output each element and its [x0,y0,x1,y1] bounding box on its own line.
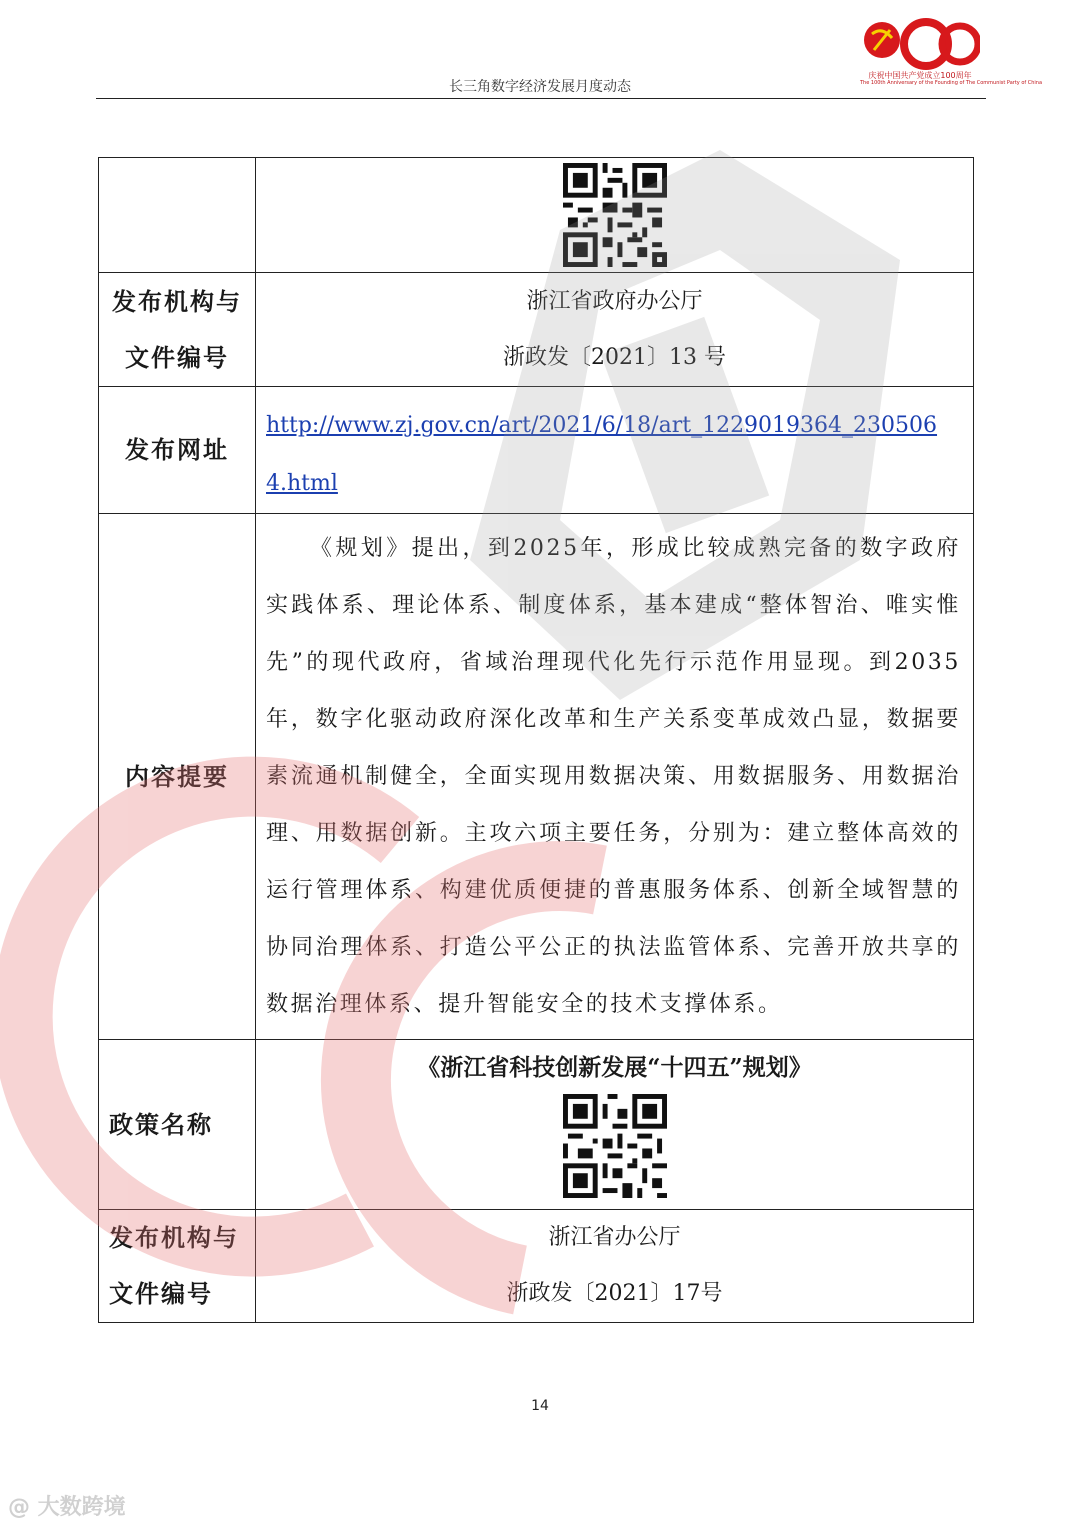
header-divider [96,98,986,99]
policy-name-value [256,1040,974,1210]
url-label [99,387,256,514]
logo-caption-cn: 庆祝中国共产党成立100周年 [868,71,972,80]
document-number: 浙政发〔2021〕13 号 [503,344,726,370]
party-emblem-icon [860,10,980,72]
issuer-label [99,273,256,387]
policy-table [98,157,974,1323]
policy-title: 《浙江省科技创新发展“十四五”规划》 [417,1054,812,1081]
table-row [99,1040,974,1210]
table-row [99,273,974,387]
issuer-value [256,273,974,387]
summary-label [99,514,256,1040]
source-watermark: @ 大数跨境 [8,1495,126,1520]
qr-code-icon[interactable] [563,1094,667,1198]
logo-caption-en: The 100th Anniversary of the Founding of The Communist Party of China [860,80,1043,86]
table-row [99,1210,974,1323]
policy-name-label [99,1040,256,1210]
qr-code-icon[interactable] [563,163,667,267]
issuer-label-line-1: 发布机构与 [112,286,242,316]
issuer-name: 浙江省政府办公厅 [526,288,703,314]
url-label-text: 发布网址 [125,435,229,464]
summary-value [256,514,974,1040]
empty-label-cell [99,158,256,273]
qr-cell [256,158,974,273]
issuer-label-2-line-2: 文件编号 [109,1279,213,1308]
table-row [99,158,974,273]
summary-label-text: 内容提要 [125,761,229,791]
table-row [99,387,974,514]
issuer-name-2: 浙江省办公厅 [548,1225,681,1250]
issuer-label-line-2: 文件编号 [125,342,229,372]
page-number: 14 [531,1398,549,1414]
policy-name-label-text: 政策名称 [109,1109,213,1139]
publish-url-link[interactable]: http://www.zj.gov.cn/art/2021/6/18/art_1229019364_2305064.html [266,413,938,496]
document-number-2: 浙政发〔2021〕17号 [506,1281,723,1306]
table-row [99,514,974,1040]
issuer-value-2 [256,1210,974,1323]
summary-text: 《规划》提出，到2025年，形成比较成熟完备的数字政府实践体系、理论体系、制度体系，基本建成“整体智治、唯实惟先”的现代政府，省域治理现代化先行示范作用显现。到2035年，数字化驱动政府深化改革和生产关系变革成效凸显，数据要素流通机制健全，全面实现用数据决策、用数据服务、用数据治理、用数据创新。主攻六项主要任务，分别为：建立整体高效的运行管理体系、构建优质便捷的普惠服务体系、创新全域智慧的协同治理体系、打造公平公正的执法监管体系、完善开放共享的数据治理体系、提升智能安全的技术支撑体系。 [266,536,961,1017]
page-header-title: 长三角数字经济发展月度动态 [449,79,631,95]
url-value [256,387,974,514]
issuer-label-2-line-1: 发布机构与 [109,1223,239,1252]
issuer-label-2 [99,1210,256,1323]
